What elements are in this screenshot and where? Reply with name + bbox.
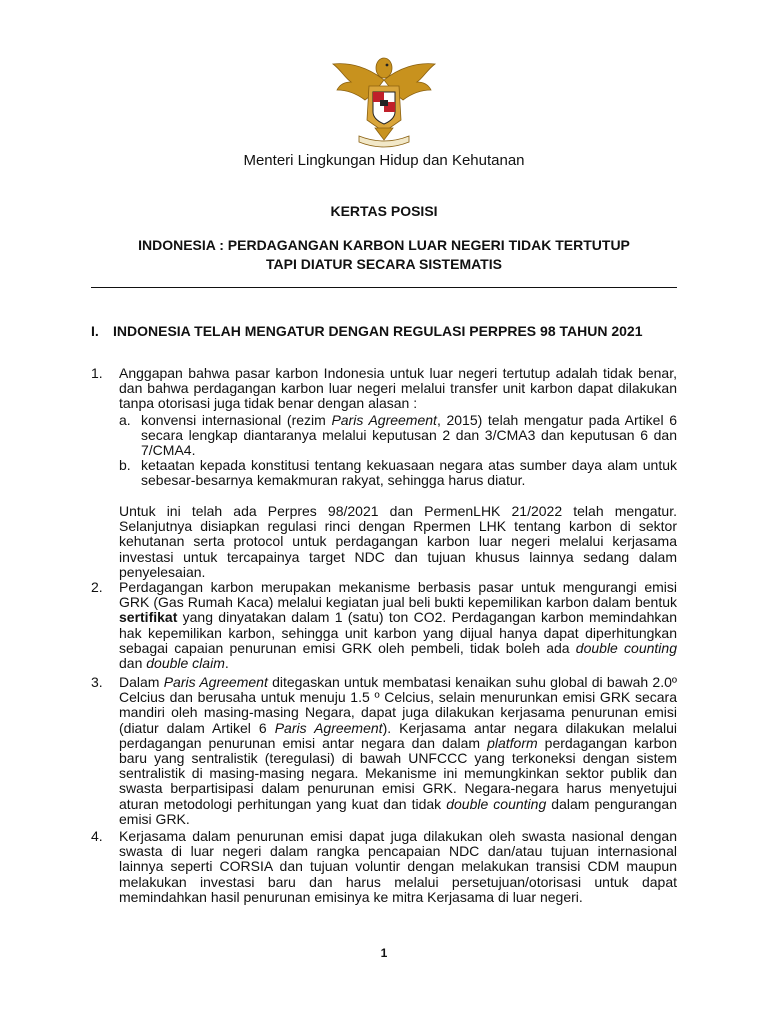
item-1a-label: a. [119,412,131,428]
item-3-text [119,675,677,827]
item-2-double-counting: double counting [575,639,677,656]
item-3-part1: Dalam [119,674,164,690]
item-3-double-counting: double counting [446,795,547,812]
item-3-paris-agreement-1: Paris Agreement [163,674,268,690]
item-2-sertifikat: sertifikat [119,609,178,626]
item-2-text [119,580,677,671]
item-2-number: 2. [91,579,103,595]
section-title: INDONESIA TELAH MENGATUR DENGAN REGULASI PERPRES 98 TAHUN 2021 [113,323,643,339]
page-number: 1 [380,946,388,960]
item-3-part5: dalam pengurangan emisi GRK. [119,795,677,827]
item-3-number: 3. [91,674,103,690]
ministry-name: Menteri Lingkungan Hidup dan Kehutanan [243,152,525,169]
item-2-part1: Perdagangan karbon merupakan mekanisme berbasis pasar untuk mengurangi emisi GRK (Gas Rumah Kaca) melalui kegiatan jual beli bukti kepemilikan karbon dalam bentuk [119,579,677,611]
item-1a-text-part2: , 2015) telah mengatur pada Artikel 6 secara lengkap diantaranya melalui keputusan 2 dan 3/CMA3 dan keputusan 6 dan 7/CMA4. [141,412,678,459]
item-1a-paris-agreement: Paris Agreement [331,412,437,428]
title-line-2: TAPI DIATUR SECARA SISTEMATIS [266,256,502,272]
title-divider [91,287,677,288]
item-3-part2: ditegaskan untuk membatasi kenaikan suhu global di bawah 2.0º Celcius dan berusaha untuk menuju 1.5 º Celcius, selain menurunkan emisi GRK secara mandiri oleh masing-masing Negara, dapat juga dilakukan kerjasama penurunan emisi (diatur dalam Artikel 6 [119,674,677,736]
item-2-part2: yang dinyatakan dalam 1 (satu) ton CO2. Perdagangan karbon memindahkan hak kepemilikan karbon, sehingga unit karbon yang dijual hanya dapat diperhitungkan sebagai capaian penurunan emisi GRK oleh pembeli, tidak boleh ada [119,609,677,656]
title-line-1: INDONESIA : PERDAGANGAN KARBON LUAR NEGERI TIDAK TERTUTUP [138,237,630,253]
item-1-number: 1. [91,365,103,381]
document-type: KERTAS POSISI [330,203,438,219]
item-1a-text-part1: konvensi internasional (rezim [141,412,332,428]
item-3-part4: perdagangan karbon baru yang sentralistik (teregulasi) di bawah UNFCCC yang terkoneksi dengan sistem sentralistik di masing-masing negara. Mekanisme ini memungkinkan sektor publik dan swasta berpartisipasi dalam penurunan emisi GRK. Negara-negara harus menyetujui aturan metodologi perhitungan yang kuat dan tidak [119,734,677,812]
item-2-part3: dan [119,655,147,672]
document-title [0,236,768,274]
item-2-double-claim: double claim [146,655,225,672]
garuda-emblem-icon [329,50,439,150]
item-3-paris-agreement-2: Paris Agreement [274,719,383,736]
item-3-part3: ). Kerjasama antar negara dilakukan melalui perdagangan penurunan emisi antar negara dan dalam [119,719,677,751]
item-1b-text: ketaatan kepada konstitusi tentang kekuasaan negara atas sumber daya alam untuk sebesar-besarnya kemakmuran rakyat, sehingga harus diatur. [141,457,677,489]
item-1-followup: Untuk ini telah ada Perpres 98/2021 dan PermenLHK 21/2022 telah mengatur. Selanjutnya disiapkan regulasi rinci dengan Rpermen LHK tentang karbon di sektor kehutanan serta protocol untuk perdagangan karbon luar negeri melalui kerjasama investasi untuk tercapainya target NDC dan tujuan khusus lainnya sedang dalam penyelesaian. [119,503,677,580]
item-4-text: Kerjasama dalam penurunan emisi dapat juga dilakukan oleh swasta nasional dengan swasta di luar negeri dalam rangka pencapaian NDC dan/atau tujuan internasional lainnya seperti CORSIA dan tujuan voluntir dengan melakukan transisi CDM maupun melakukan investasi baru dan harus melalui persetujuan/otorisasi untuk dapat memindahkan hasil penurunan emisinya ke mitra Kerjasama di luar negeri. [119,828,677,905]
section-number: I. [91,323,99,339]
item-3-platform: platform [487,734,538,751]
item-1b-label: b. [119,457,131,473]
item-2-part4: . [224,655,229,672]
item-4-number: 4. [91,828,103,844]
item-1a-text [141,413,677,459]
item-1-intro: Anggapan bahwa pasar karbon Indonesia untuk luar negeri tertutup adalah tidak benar, dan bahwa perdagangan karbon luar negeri melalui transfer unit karbon dapat dilakukan tanpa otorisasi juga tidak benar dengan alasan : [119,365,677,412]
